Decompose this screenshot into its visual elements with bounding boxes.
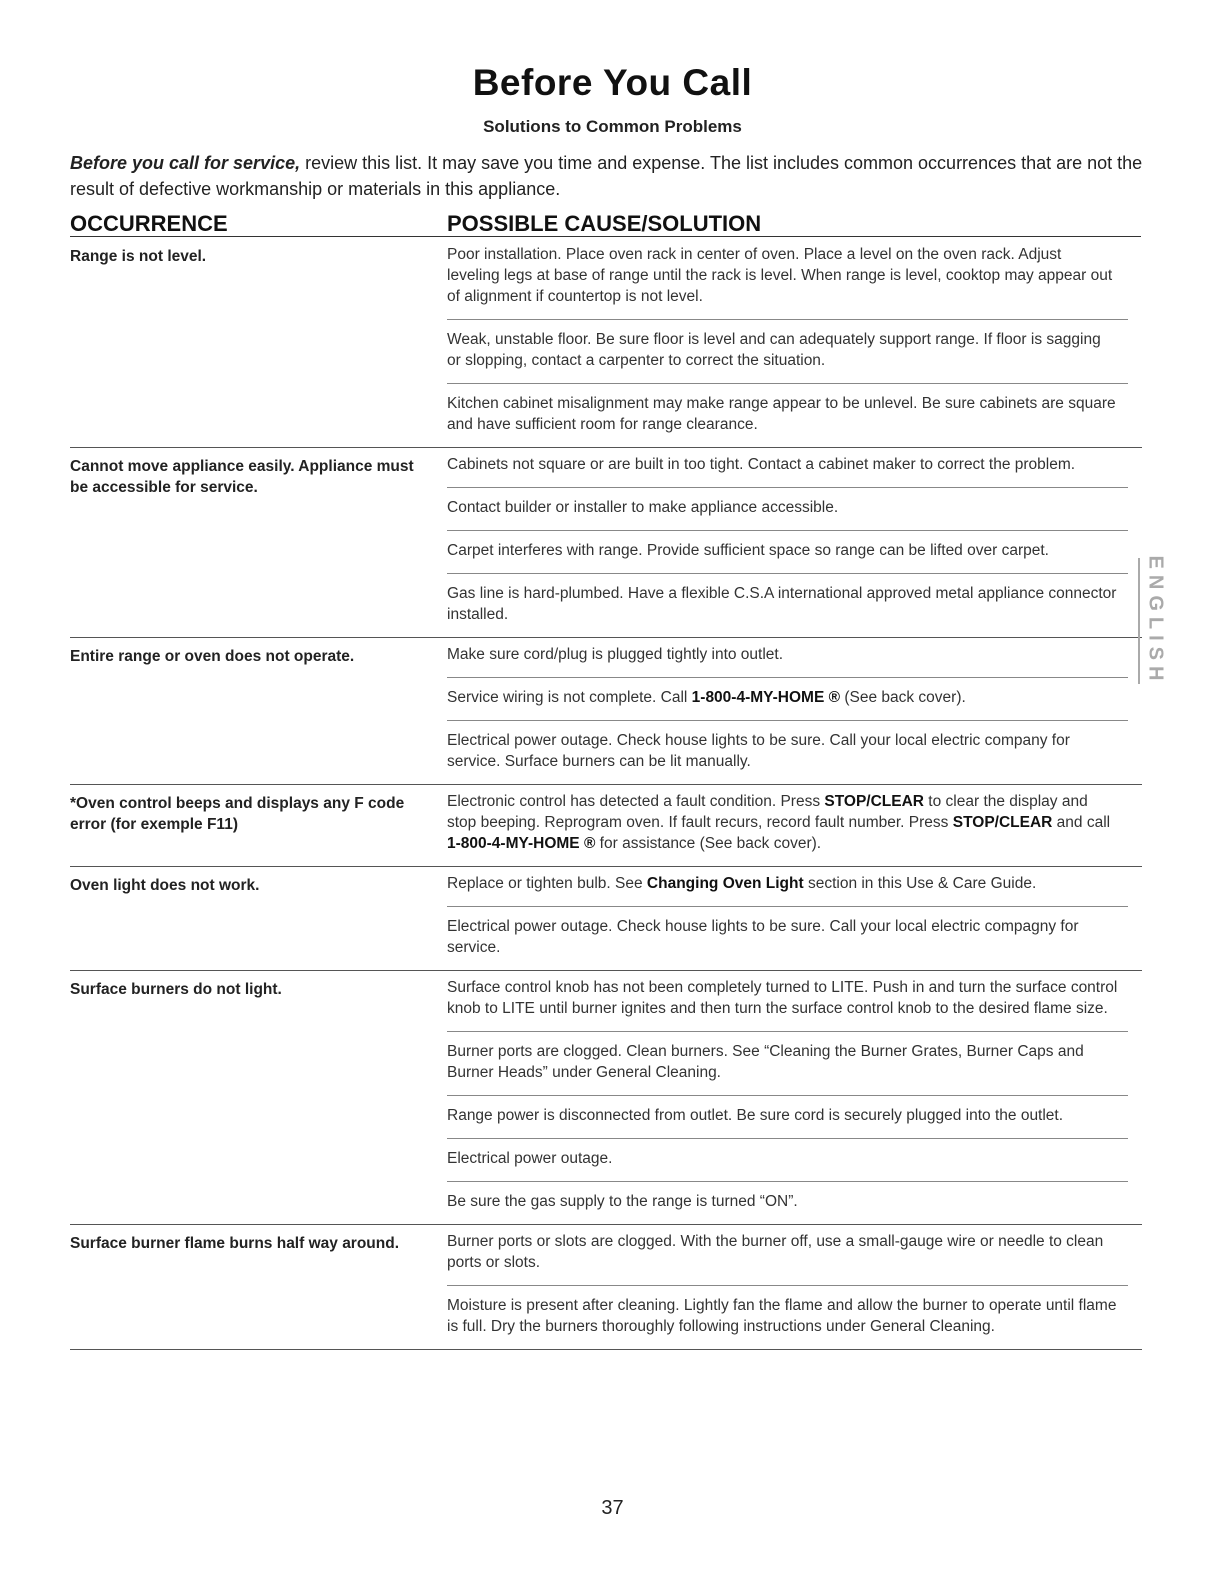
solution-item: Weak, unstable floor. Be sure floor is level and can adequately support range. If floor is sagging or slopping, contact a carpenter to correct the situation.	[447, 319, 1128, 383]
page-subtitle: Solutions to Common Problems	[483, 117, 742, 136]
solution-item: Burner ports or slots are clogged. With the burner off, use a small-gauge wire or needle to clean ports or slots.	[447, 1233, 1104, 1271]
solution-item: Make sure cord/plug is plugged tightly into outlet.	[447, 646, 784, 663]
occurrence-text: Cannot move appliance easily. Appliance must be accessible for service.	[70, 458, 414, 496]
language-side-tab-label: ENGLISH	[1144, 555, 1167, 687]
solution-item: Gas line is hard-plumbed. Have a flexible C.S.A international approved metal appliance connector installed.	[447, 573, 1128, 637]
solution-list	[442, 785, 1142, 866]
solution-list	[442, 971, 1142, 1224]
page-title: Before You Call	[472, 62, 753, 103]
occurrence-text: *Oven control beeps and displays any F code error (for exemple F11)	[70, 795, 405, 833]
solution-item: Burner ports are clogged. Clean burners. See “Cleaning the Burner Grates, Burner Caps and Burner Heads” under General Cleaning.	[447, 1031, 1128, 1095]
solution-item: Replace or tighten bulb. See Changing Oven Light section in this Use & Care Guide.	[447, 875, 1037, 892]
intro-text: review this list. It may save you time and expense. The list includes common occurrences that are not the result of defective workmanship or materials in this appliance.	[70, 153, 1143, 199]
occurrence-text: Surface burner flame burns half way around.	[70, 1235, 400, 1252]
occurrence-text: Range is not level.	[70, 248, 207, 265]
intro-paragraph	[70, 150, 1150, 202]
solution-item: Poor installation. Place oven rack in center of oven. Place a level on the oven rack. Adjust leveling legs at base of range until the rack is level. When range is level, cooktop may appear out of alignment if countertop is not level.	[447, 246, 1113, 305]
problem-row	[70, 638, 1142, 785]
solution-list	[442, 638, 1142, 784]
occurrence-text: Oven light does not work.	[70, 877, 260, 894]
problem-row	[70, 867, 1142, 971]
solution-item: Surface control knob has not been completely turned to LITE. Push in and turn the surface control knob to LITE until burner ignites and then turn the surface control knob to the desired flame size.	[447, 979, 1118, 1017]
solution-item: Be sure the gas supply to the range is turned “ON”.	[447, 1181, 1128, 1224]
solution-item: Carpet interferes with range. Provide sufficient space so range can be lifted over carpet.	[447, 530, 1128, 573]
solution-column-header: POSSIBLE CAUSE/SOLUTION	[447, 211, 762, 236]
occurrence-column-header: OCCURRENCE	[70, 211, 228, 236]
solution-item: Service wiring is not complete. Call 1-800-4-MY-HOME ® (See back cover).	[447, 677, 1128, 720]
solution-item: Electrical power outage. Check house lights to be sure. Call your local electric compagny for service.	[447, 906, 1128, 970]
solution-list	[442, 448, 1142, 637]
page-number: 37	[601, 1497, 624, 1519]
solution-list	[442, 238, 1142, 447]
solution-item: Electronic control has detected a fault condition. Press STOP/CLEAR to clear the display and stop beeping. Reprogram oven. If fault recurs, record fault number. Press STOP/CLEAR and call 1-800-4-MY-HOME ® for assistance (See back cover).	[447, 793, 1111, 852]
problems-table	[70, 238, 1142, 1350]
occurrence-text: Surface burners do not light.	[70, 981, 282, 998]
header-rule	[70, 236, 1141, 237]
problem-row	[70, 238, 1142, 448]
solution-item: Moisture is present after cleaning. Lightly fan the flame and allow the burner to operate until flame is full. Dry the burners thoroughly following instructions under General Cleaning.	[447, 1285, 1128, 1349]
problem-row	[70, 1225, 1142, 1350]
occurrence-text: Entire range or oven does not operate.	[70, 648, 355, 665]
solution-item: Electrical power outage.	[447, 1138, 1128, 1181]
solution-item: Kitchen cabinet misalignment may make range appear to be unlevel. Be sure cabinets are square and have sufficient room for range clearance.	[447, 383, 1128, 447]
intro-lead: Before you call for service,	[70, 153, 301, 173]
solution-list	[442, 1225, 1142, 1349]
solution-item: Electrical power outage. Check house lights to be sure. Call your local electric company for service. Surface burners can be lit manually.	[447, 720, 1128, 784]
solution-item: Cabinets not square or are built in too tight. Contact a cabinet maker to correct the problem.	[447, 456, 1076, 473]
solution-item: Range power is disconnected from outlet. Be sure cord is securely plugged into the outlet.	[447, 1095, 1128, 1138]
problem-row	[70, 785, 1142, 867]
solution-list	[442, 867, 1142, 970]
solution-item: Contact builder or installer to make appliance accessible.	[447, 487, 1128, 530]
problem-row	[70, 971, 1142, 1225]
problem-row	[70, 448, 1142, 638]
